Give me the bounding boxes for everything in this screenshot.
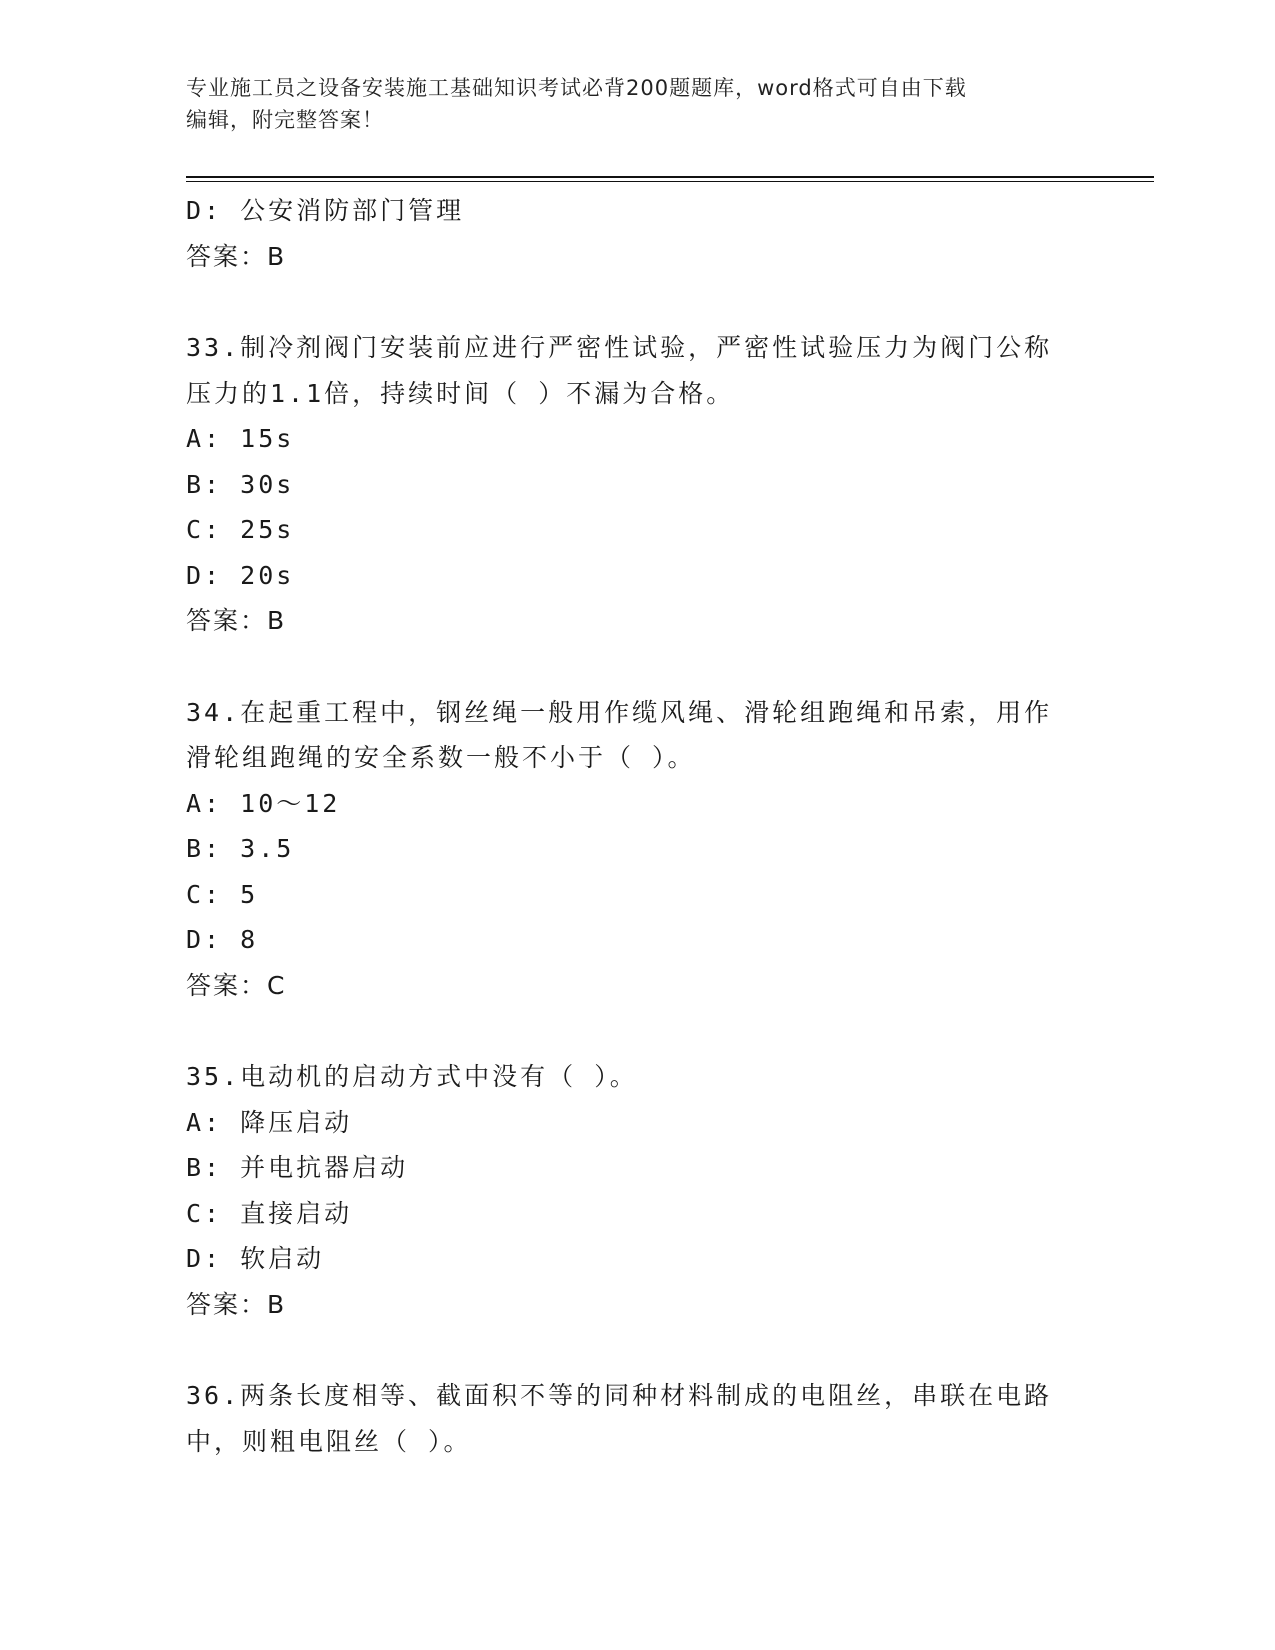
answer-line: 答案：B	[186, 606, 287, 635]
option-d: D: 公安消防部门管理	[186, 196, 465, 225]
question-34	[186, 690, 1086, 1009]
option-b: B: 3.5	[186, 834, 295, 863]
question-33	[186, 325, 1086, 644]
question-stem: 33.制冷剂阀门安装前应进行严密性试验，严密性试验压力为阀门公称	[186, 333, 1053, 362]
option-d: D: 软启动	[186, 1244, 325, 1273]
header-line-2: 编辑，附完整答案！	[186, 108, 384, 132]
question-stem-continued: 压力的1.1倍，持续时间（ ）不漏为合格。	[186, 378, 735, 408]
option-d: D: 20s	[186, 560, 295, 590]
answer-line: 答案：C	[186, 970, 287, 1000]
question-stem: 34.在起重工程中，钢丝绳一般用作缆风绳、滑轮组跑绳和吊索，用作	[186, 697, 1053, 727]
answer-line: 答案：B	[186, 241, 287, 271]
question-stem-continued: 滑轮组跑绳的安全系数一般不小于（ ）。	[186, 743, 696, 772]
document-body	[186, 188, 1086, 1464]
option-c: C: 5	[186, 879, 259, 909]
option-a: A: 降压启动	[186, 1107, 353, 1137]
page-header	[186, 72, 1066, 136]
previous-question-tail	[186, 188, 1086, 279]
answer-line: 答案：B	[186, 1289, 287, 1319]
header-line-1: 专业施工员之设备安装施工基础知识考试必背200题题库，word格式可自由下载	[186, 76, 967, 100]
option-c: C: 25s	[186, 515, 295, 544]
option-c: C: 直接启动	[186, 1198, 353, 1228]
question-stem-continued: 中，则粗电阻丝（ ）。	[186, 1426, 472, 1456]
header-rule-thick	[186, 176, 1154, 178]
question-35	[186, 1054, 1086, 1327]
option-a: A: 10～12	[186, 788, 341, 818]
header-rule-thin	[186, 181, 1154, 182]
question-36	[186, 1373, 1086, 1464]
option-b: B: 30s	[186, 469, 295, 499]
question-stem: 35.电动机的启动方式中没有（ ）。	[186, 1062, 638, 1091]
option-a: A: 15s	[186, 424, 295, 453]
option-d: D: 8	[186, 925, 259, 954]
option-b: B: 并电抗器启动	[186, 1153, 409, 1182]
question-stem: 36.两条长度相等、截面积不等的同种材料制成的电阻丝，串联在电路	[186, 1381, 1053, 1410]
